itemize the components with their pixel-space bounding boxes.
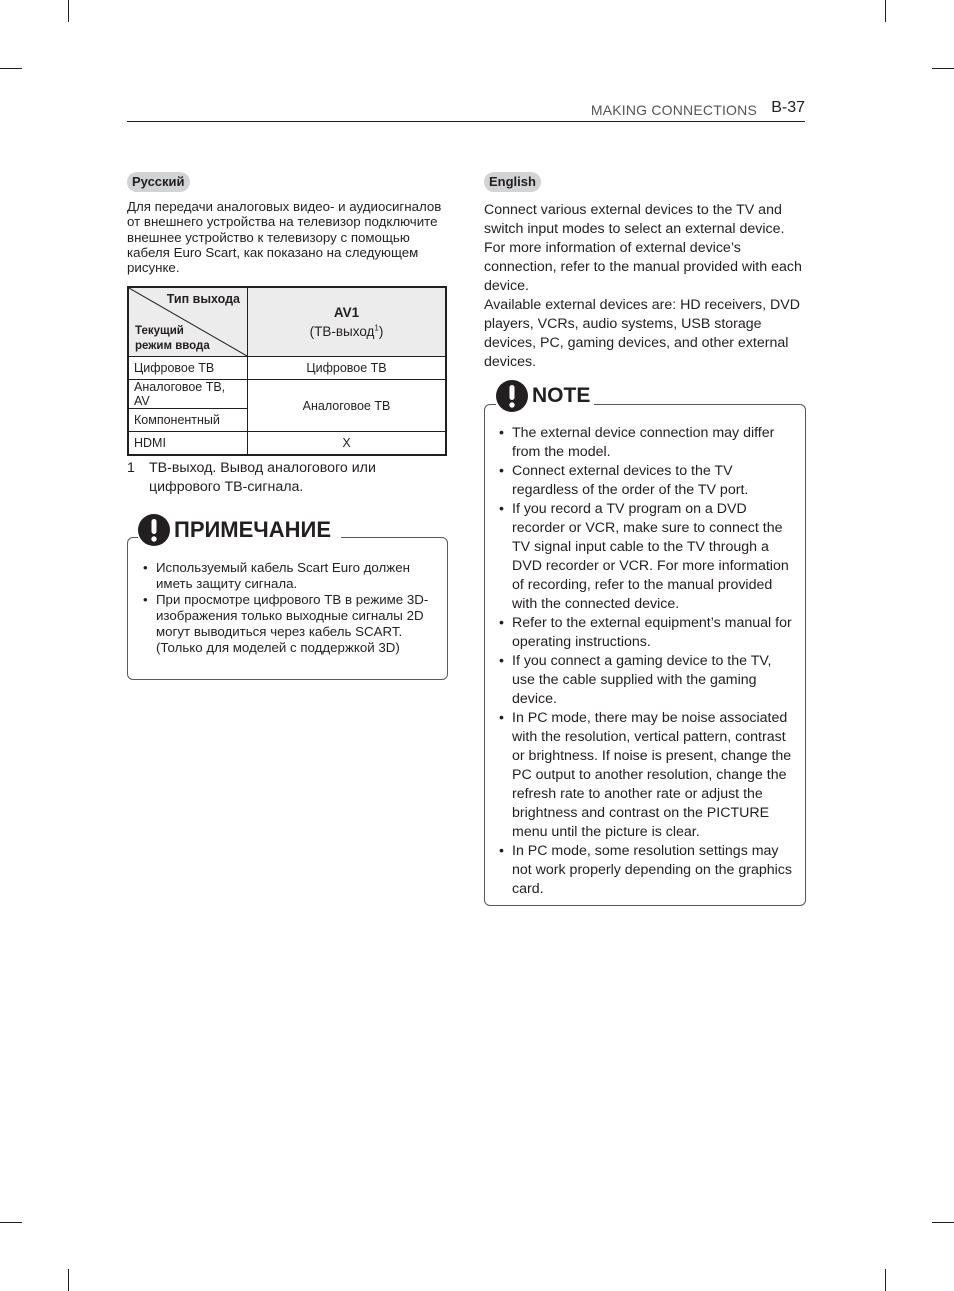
table-cell-value: Цифровое ТВ <box>248 357 447 380</box>
russian-intro: Для передачи аналоговых видео- и аудиосигналов от внешнего устройства на телевизор подключите внешнее устройство к телевизору с помощью кабеля Euro Scart, как показано на следующем рисунке. <box>127 199 442 276</box>
russian-note-box <box>127 517 448 680</box>
crop-mark <box>0 1222 22 1223</box>
crop-mark <box>932 1222 954 1223</box>
page-number: B-37 <box>771 99 805 116</box>
crop-mark <box>0 68 22 69</box>
footnote <box>127 459 447 497</box>
note-heading <box>496 380 594 412</box>
table-cell-value: X <box>248 432 447 456</box>
note-heading <box>138 514 341 546</box>
crop-mark <box>68 1269 69 1291</box>
english-intro <box>484 201 809 372</box>
table-row <box>128 357 446 380</box>
crop-mark <box>932 68 954 69</box>
note-title: NOTE <box>532 384 591 407</box>
list-item: • Используемый кабель Scart Euro должен иметь защиту сигнала. <box>141 560 436 592</box>
table-header-diagonal-cell <box>128 287 248 357</box>
av1-sub-text: (ТВ-выход <box>309 323 375 339</box>
av1-name: AV1 <box>333 305 360 321</box>
exclamation-icon <box>496 380 528 412</box>
table-cell-mode: Аналоговое ТВ, AV <box>128 380 248 409</box>
table-cell-value: Аналоговое ТВ <box>248 380 447 432</box>
page-header <box>127 100 805 122</box>
exclamation-icon <box>138 514 170 546</box>
connection-table <box>127 286 447 456</box>
crop-mark <box>885 1269 886 1291</box>
list-item: • If you record a TV program on a DVD recorder or VCR, make sure to connect the TV signal input cable to the TV through a DVD recorder or VCR. For more information of recording, refer to the manual provided with the connected device. <box>497 500 797 614</box>
table-cell-mode: Цифровое ТВ <box>128 357 248 380</box>
av1-sub-close: ) <box>378 323 384 339</box>
crop-mark <box>885 0 886 22</box>
av1-header-cell <box>248 287 447 357</box>
input-mode-label-line2: режим ввода <box>135 340 210 352</box>
section-title: MAKING CONNECTIONS <box>590 102 757 118</box>
list-item: • In PC mode, there may be noise associated with the resolution, vertical pattern, contrast or brightness. If noise is present, change the PC output to another resolution, change the refresh rate to another rate or adjust the brightness and contrast on the PICTURE menu until the picture is clear. <box>497 709 797 842</box>
av1-sub <box>310 324 384 339</box>
language-tag-english: English <box>484 172 541 192</box>
footnote-number: 1 <box>127 460 135 476</box>
note-list <box>497 424 797 899</box>
input-mode-label-line1: Текущий <box>135 325 184 337</box>
list-item: • If you connect a gaming device to the TV, use the cable supplied with the gaming device. <box>497 652 797 709</box>
list-item: • При просмотре цифрового ТВ в режиме 3D-изображения только выходные сигналы 2D могут выводиться через кабель SCART. (Только для моделей с поддержкой 3D) <box>141 592 436 656</box>
table-cell-mode: Компонентный <box>128 409 248 432</box>
list-item: • The external device connection may differ from the model. <box>497 424 797 462</box>
list-item: • Refer to the external equipment’s manual for operating instructions. <box>497 614 797 652</box>
language-tag-russian: Русский <box>127 172 190 192</box>
table-row <box>128 432 446 456</box>
list-item: • In PC mode, some resolution settings may not work properly depending on the graphics card. <box>497 842 797 899</box>
input-mode-label <box>135 324 210 354</box>
footnote-ref: 1 <box>374 323 379 333</box>
table-cell-mode: HDMI <box>128 432 248 456</box>
crop-mark <box>68 0 69 22</box>
note-title: ПРИМЕЧАНИЕ <box>174 517 332 542</box>
output-type-label: Тип выхода <box>166 292 240 306</box>
english-intro-paragraph: Available external devices are: HD receivers, DVD players, VCRs, audio systems, USB storage devices, PC, gaming devices, and other external devices. <box>484 297 800 370</box>
footnote-text: ТВ-выход. Вывод аналогового или цифрового ТВ-сигнала. <box>149 460 376 495</box>
english-intro-paragraph: Connect various external devices to the TV and switch input modes to select an external device. For more information of external device’s connection, refer to the manual provided with each device. <box>484 202 802 294</box>
english-note-box <box>484 384 806 906</box>
note-list <box>141 560 436 656</box>
table-row <box>128 380 446 409</box>
list-item: • Connect external devices to the TV regardless of the order of the TV port. <box>497 462 797 500</box>
